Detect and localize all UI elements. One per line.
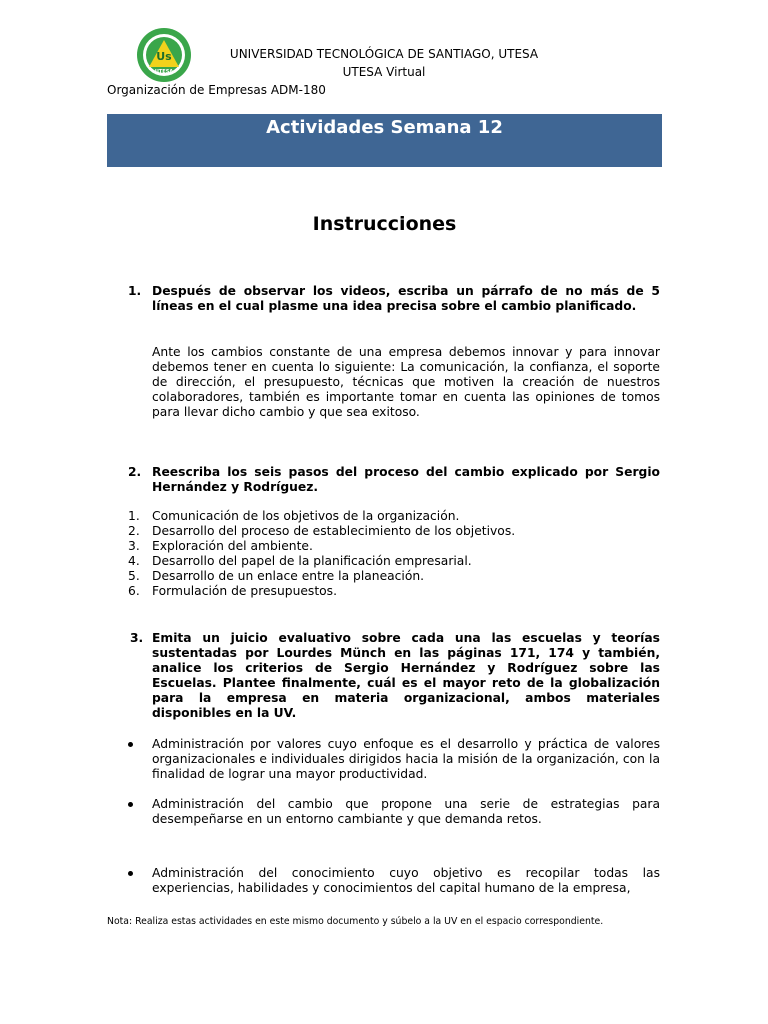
steps-list bbox=[128, 509, 660, 599]
list-item: 2. Desarrollo del proceso de establecimiento de los objetivos. bbox=[128, 524, 516, 538]
list-item: 5. Desarrollo de un enlace entre la planeación. bbox=[128, 569, 425, 583]
banner-title: Actividades Semana 12 bbox=[266, 117, 503, 138]
bullet-icon bbox=[128, 871, 133, 876]
list-item: 1. Comunicación de los objetivos de la organización. bbox=[128, 509, 460, 523]
bullet-icon bbox=[128, 802, 133, 807]
footer-note: Nota: Realiza estas actividades en este mismo documento y súbelo a la UV en el espacio correspondiente. bbox=[107, 916, 604, 927]
answer-1: Ante los cambios constante de una empresa debemos innovar y para innovar debemos tener en cuenta lo siguiente: La comunicación, la confianza, el soporte de dirección, el presupuesto, técnicas que motiven la creación de nuestros colaboradores, también es importante tomar en cuenta las opiniones de tomos para llevar dicho cambio y que sea exitoso. bbox=[152, 345, 660, 419]
question-text: Después de observar los videos, escriba un párrafo de no más de 5 líneas en el cual plasme una idea precisa sobre el cambio planificado. bbox=[152, 284, 660, 313]
svg-text:Us: Us bbox=[156, 50, 172, 63]
campus-name: UTESA Virtual bbox=[342, 65, 426, 79]
university-name: UNIVERSIDAD TECNOLÓGICA DE SANTIAGO, UTESA bbox=[229, 47, 539, 61]
question-3 bbox=[130, 631, 660, 721]
activities-banner bbox=[107, 114, 662, 167]
question-number: 3. bbox=[130, 631, 144, 645]
list-item: 4. Desarrollo del papel de la planificación empresarial. bbox=[128, 554, 472, 568]
instructions-title: Instrucciones bbox=[312, 213, 457, 235]
question-number: 1. bbox=[128, 284, 142, 298]
question-text: Emita un juicio evaluativo sobre cada una las escuelas y teorías sustentadas por Lourdes Münch en las páginas 171, 174 y también, analice los criterios de Sergio Hernández y Rodríguez sobre las Escuelas. Plantee finalmente, cuál es el mayor reto de la globalización para la empresa en materia organizacional, ambos materiales disponibles en la UV. bbox=[152, 631, 660, 720]
course-name: Organización de Empresas ADM-180 bbox=[107, 83, 326, 97]
svg-text:UTESA: UTESA bbox=[154, 69, 174, 75]
question-text: Reescriba los seis pasos del proceso del cambio explicado por Sergio Hernández y Rodríguez. bbox=[152, 465, 660, 494]
question-2 bbox=[128, 465, 660, 495]
question-1 bbox=[128, 284, 660, 314]
bullet-icon bbox=[128, 742, 133, 747]
question-number: 2. bbox=[128, 465, 142, 479]
list-item: 3. Exploración del ambiente. bbox=[128, 539, 313, 553]
list-item: Administración del conocimiento cuyo objetivo es recopilar todas las experiencias, habilidades y conocimientos del capital humano de la empresa, bbox=[152, 866, 660, 896]
list-item: 6. Formulación de presupuestos. bbox=[128, 584, 337, 598]
list-item: Administración por valores cuyo enfoque es el desarrollo y práctica de valores organizacionales e individuales dirigidos hacia la misión de la organización, con la finalidad de lograr una mayor productividad. bbox=[152, 737, 660, 782]
list-item: Administración del cambio que propone una serie de estrategias para desempeñarse en un entorno cambiante y que demanda retos. bbox=[152, 797, 660, 827]
